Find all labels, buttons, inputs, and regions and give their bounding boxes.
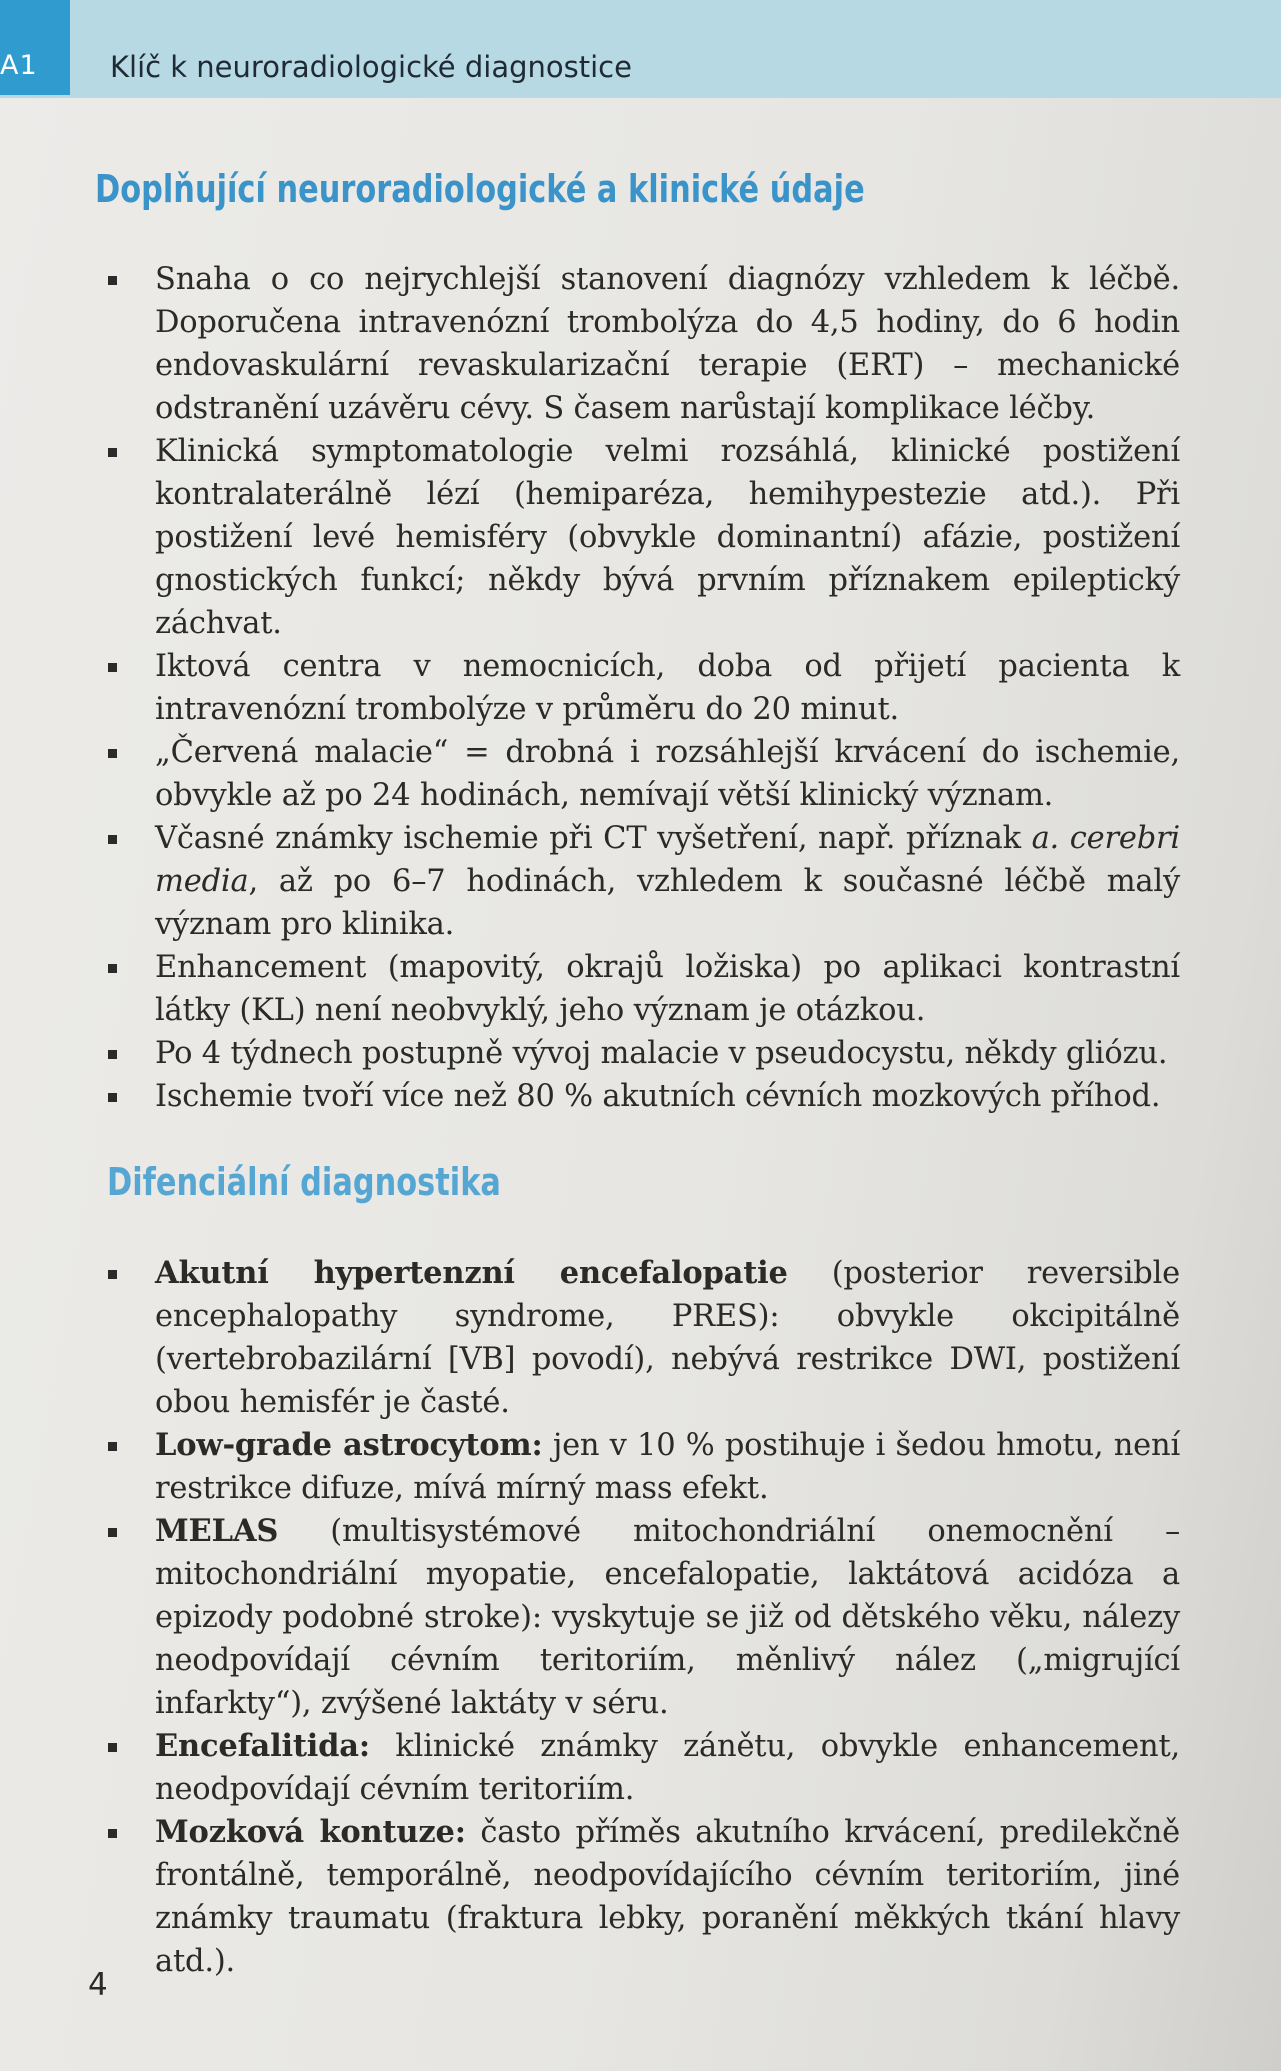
list-item: Low-grade astrocytom: jen v 10 % postihuje i šedou hmotu, není restrikce difuze, mívá mírný mass efekt. xyxy=(100,1424,1180,1510)
section-heading-differential-diagnosis: Difenciální diagnostika xyxy=(107,1160,501,1204)
square-bullet-icon xyxy=(108,1743,117,1752)
list-item: Ischemie tvoří více než 80 % akutních cévních mozkových příhod. xyxy=(100,1075,1180,1118)
list-item: Mozková kontuze: často příměs akutního krvácení, predilekčně frontálně, temporálně, neodpovídajícího cévním teritoriím, jiné známky traumatu (fraktura lebky, poranění měkkých tkání hlavy atd.). xyxy=(100,1811,1180,1983)
list-item: Po 4 týdnech postupně vývoj malacie v pseudocystu, někdy gliózu. xyxy=(100,1032,1180,1075)
square-bullet-icon xyxy=(108,1270,117,1279)
chapter-tab xyxy=(0,0,70,95)
list-item: Klinická symptomatologie velmi rozsáhlá, klinické postižení kontralaterálně lézí (hemiparéza, hemihypestezie atd.). Při postižení levé hemisféry (obvykle dominantní) afázie, postižení gnostických funkcí; někdy bývá prvním příznakem epileptický záchvat. xyxy=(100,430,1180,645)
list-item: Iktová centra v nemocnicích, doba od přijetí pacienta k intravenózní trombolýze v průměru do 20 minut. xyxy=(100,645,1180,731)
square-bullet-icon xyxy=(108,1528,117,1537)
square-bullet-icon xyxy=(108,1829,117,1838)
list-item: Enhancement (mapovitý, okrajů ložiska) po aplikaci kontrastní látky (KL) není neobvyklý, jeho význam je otázkou. xyxy=(100,946,1180,1032)
square-bullet-icon xyxy=(108,448,117,457)
square-bullet-icon xyxy=(108,276,117,285)
square-bullet-icon xyxy=(108,964,117,973)
list-item: Akutní hypertenzní encefalopatie (posterior reversible encephalopathy syndrome, PRES): obvykle okcipitálně (vertebrobazilární [VB] povodí), nebývá restrikce DWI, postižení obou hemisfér je časté. xyxy=(100,1252,1180,1424)
list-item: Snaha o co nejrychlejší stanovení diagnózy vzhledem k léčbě. Doporučena intravenózní trombolýza do 4,5 hodiny, do 6 hodin endovaskulární revaskularizační terapie (ERT) – mechanické odstranění uzávěru cévy. S časem narůstají komplikace léčby. xyxy=(100,258,1180,430)
square-bullet-icon xyxy=(108,835,117,844)
clinical-data-list xyxy=(100,258,1180,1118)
list-item: „Červená malacie“ = drobná i rozsáhlejší krvácení do ischemie, obvykle až po 24 hodinách, nemívají větší klinický význam. xyxy=(100,731,1180,817)
square-bullet-icon xyxy=(108,1442,117,1451)
square-bullet-icon xyxy=(108,1050,117,1059)
list-item: MELAS (multisystémové mitochondriální onemocnění – mitochondriální myopatie, encefalopatie, laktátová acidóza a epizody podobné stroke): vyskytuje se již od dětského věku, nálezy neodpovídají cévním teritoriím, měnlivý nález („migrující infarkty“), zvýšené laktáty v séru. xyxy=(100,1510,1180,1725)
square-bullet-icon xyxy=(108,1093,117,1102)
section-heading-clinical-data: Doplňující neuroradiologické a klinické údaje xyxy=(95,167,865,211)
page-number: 4 xyxy=(88,1967,108,2003)
differential-diagnosis-list xyxy=(100,1252,1180,1983)
running-header-title: Klíč k neuroradiologické diagnostice xyxy=(110,50,632,84)
square-bullet-icon xyxy=(108,663,117,672)
square-bullet-icon xyxy=(108,749,117,758)
chapter-tab-label: A1 xyxy=(0,50,38,81)
list-item: Encefalitida: klinické známky zánětu, obvykle enhancement, neodpovídají cévním teritoriím. xyxy=(100,1725,1180,1811)
list-item: Včasné známky ischemie při CT vyšetření, např. příznak a. cerebri media, až po 6–7 hodinách, vzhledem k současné léčbě malý význam pro klinika. xyxy=(100,817,1180,946)
